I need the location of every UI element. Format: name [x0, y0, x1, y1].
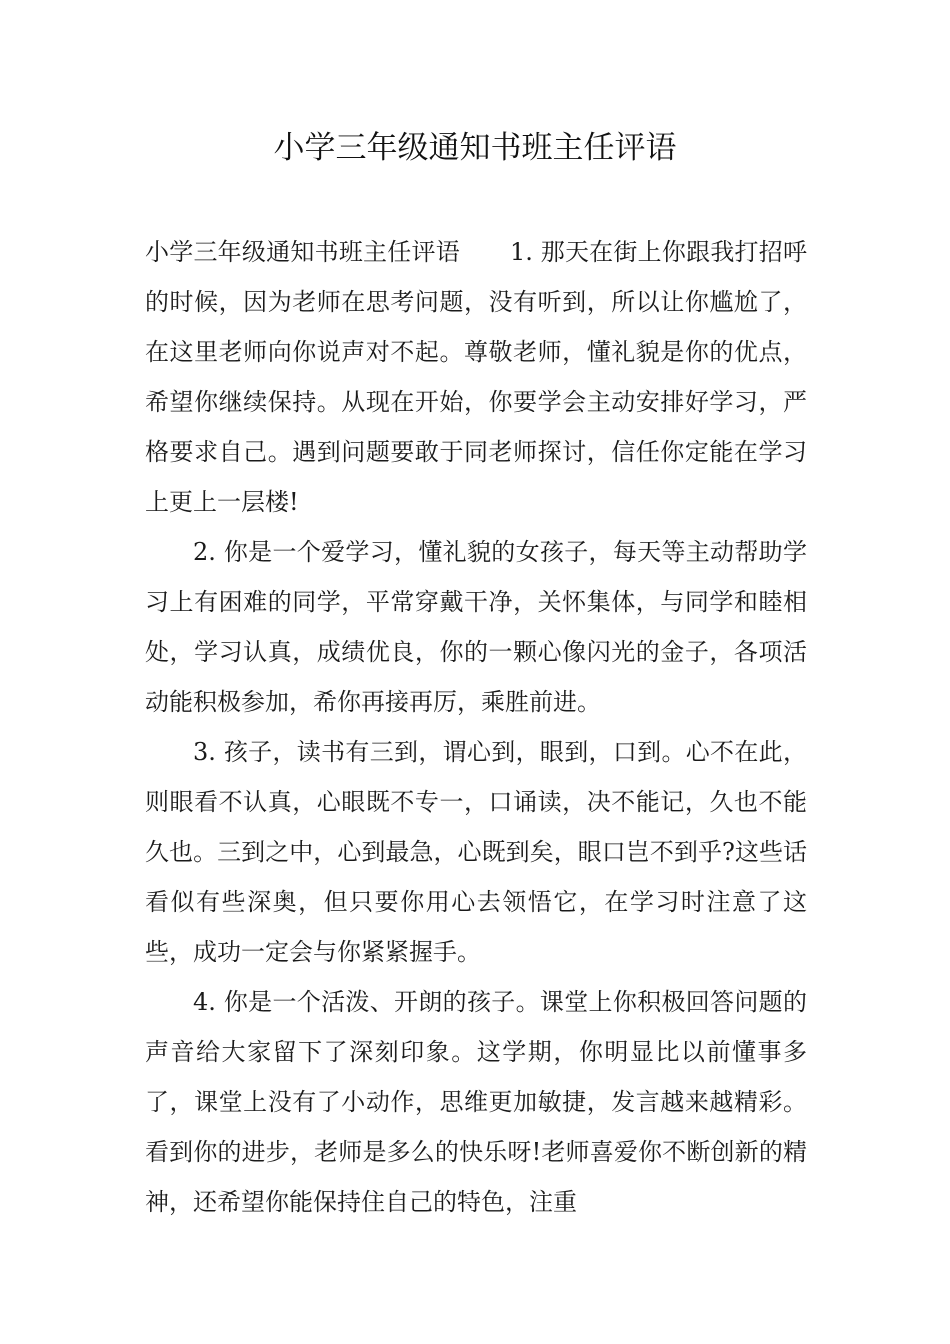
document-title: 小学三年级通知书班主任评语: [273, 130, 677, 166]
paragraph-1: [145, 227, 807, 527]
paragraph-2: 2. 你是一个爱学习，懂礼貌的女孩子，每天等主动帮助学习上有困难的同学，平常穿戴干净，关怀集体，与同学和睦相处，学习认真，成绩优良，你的一颗心像闪光的金子，各项活动能积极参加，希你再接再厉，乘胜前进。: [145, 538, 807, 716]
intro-title: 小学三年级通知书班主任评语: [145, 238, 460, 266]
paragraph-1-text: 1. 那天在街上你跟我打招呼的时候，因为老师在思考问题，没有听到，所以让你尴尬了，在这里老师向你说声对不起。尊敬老师，懂礼貌是你的优点，希望你继续保持。从现在开始，你要学会主动安排好学习，严格要求自己。遇到问题要敢于同老师探讨，信任你定能在学习上更上一层楼!: [145, 238, 808, 516]
paragraph-4: 4. 你是一个活泼、开朗的孩子。课堂上你积极回答问题的声音给大家留下了深刻印象。这学期，你明显比以前懂事多了，课堂上没有了小动作，思维更加敏捷，发言越来越精彩。看到你的进步，老师是多么的快乐呀!老师喜爱你不断创新的精神，还希望你能保持住自己的特色，注重: [145, 988, 807, 1216]
paragraph-3: 3. 孩子，读书有三到，谓心到，眼到，口到。心不在此，则眼看不认真，心眼既不专一，口诵读，决不能记，久也不能久也。三到之中，心到最急，心既到矣，眼口岂不到乎?这些话看似有些深奥，但只要你用心去领悟它，在学习时注意了这些，成功一定会与你紧紧握手。: [145, 738, 807, 966]
document-body: [145, 227, 807, 1227]
